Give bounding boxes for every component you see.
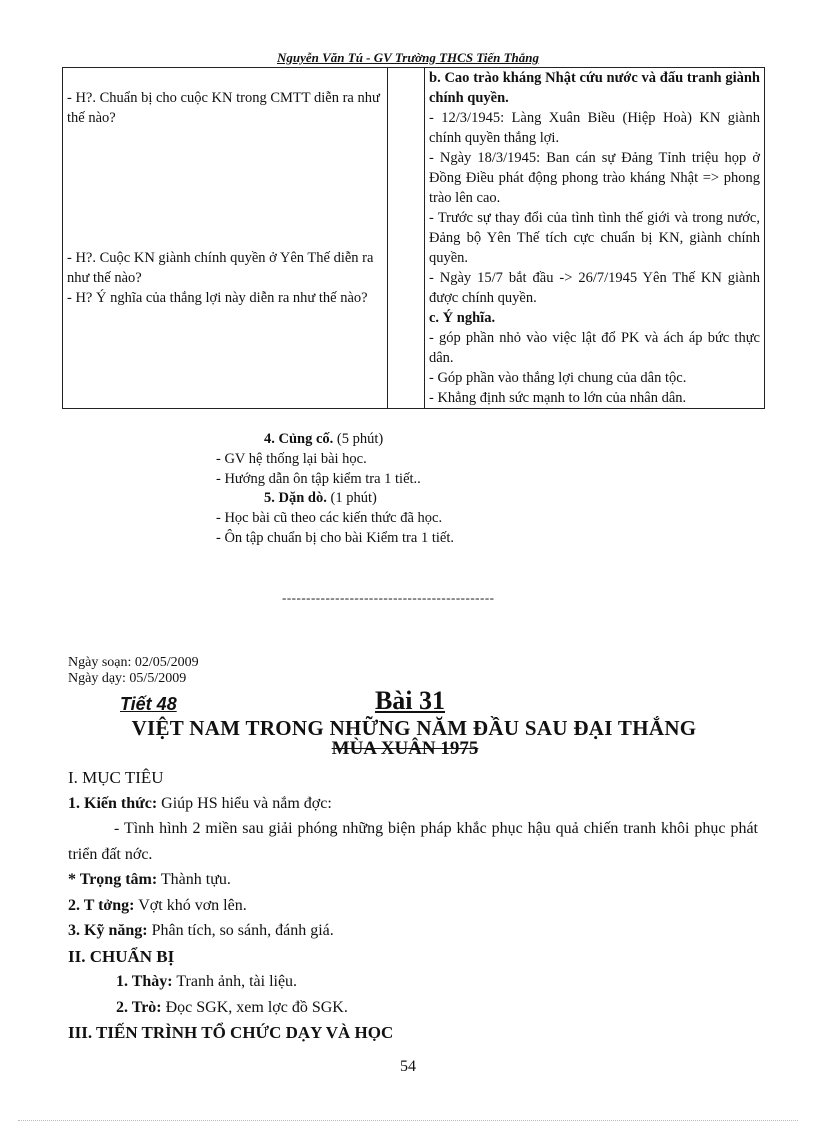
b-item: - 12/3/1945: Làng Xuân Biều (Hiệp Hoà) KN giành chính quyền thắng lợi.: [429, 110, 760, 146]
student-text: Đọc SGK, xem lợc đồ SGK.: [165, 998, 348, 1016]
teacher-line: [68, 969, 758, 995]
lesson-title-line2: MÙA XUÂN 1975: [331, 738, 479, 759]
thought-line: [68, 893, 758, 919]
section2-heading: II. CHUẨN BỊ: [68, 946, 175, 966]
consolidate-item: - GV hệ thống lại bài học.: [216, 450, 367, 467]
separator: --------------------------------------------: [282, 590, 495, 605]
homework-time: (1 phút): [330, 490, 377, 507]
c-item: - góp phần nhỏ vào việc lật đổ PK và ách áp bức thực dân.: [429, 330, 760, 366]
teacher-text: Tranh ảnh, tài liệu.: [176, 973, 298, 990]
prep-date: Ngày soạn: 02/05/2009: [68, 655, 199, 670]
skill-text: Phân tích, so sánh, đánh giá.: [151, 922, 334, 939]
student-line: [68, 995, 758, 1021]
focus-text: Thành tựu.: [160, 871, 231, 888]
homework-title: Dặn dò.: [278, 490, 327, 507]
footer-rule: [18, 1120, 798, 1121]
lesson-number: Bài 31: [374, 686, 446, 715]
lesson-body: [68, 765, 758, 1046]
heading-c: c. Ý nghĩa.: [429, 310, 496, 326]
thought-text: Vợt khó vơn lên.: [138, 896, 247, 914]
content-column: [425, 68, 765, 409]
consolidate-time: (5 phút): [336, 431, 384, 447]
divider-column: [388, 68, 425, 409]
question-3: - H? Ý nghĩa của thắng lợi này diễn ra như thế nào?: [67, 290, 368, 306]
b-item: - Trước sự thay đổi của tình tình thế giới và trong nước, Đảng bộ Yên Thế tích cực chuẩn bị KN, giành chính quyền.: [429, 210, 760, 266]
b-item: - Ngày 18/3/1945: Ban cán sự Đảng Tỉnh triệu họp ở Đồng Điều phát động phong trào kháng Nhật => phong trào lên cao.: [429, 150, 760, 206]
homework-item: - Học bài cũ theo các kiến thức đã học.: [216, 510, 443, 527]
teacher-label: 1. Thày:: [116, 973, 173, 990]
heading-b: b. Cao trào kháng Nhật cứu nước và đấu tranh giành chính quyền.: [429, 70, 760, 106]
question-2: - H?. Cuộc KN giành chính quyền ở Yên Thế diễn ra như thế nào?: [67, 250, 374, 286]
consolidate-item: - Hướng dẫn ôn tập kiểm tra 1 tiết..: [216, 470, 421, 487]
period-label: Tiết 48: [120, 694, 177, 714]
thought-label: 2. T tởng:: [68, 896, 135, 914]
b-item: - Ngày 15/7 bắt đầu -> 26/7/1945 Yên Thế KN giành được chính quyền.: [429, 270, 760, 306]
knowledge-text: Giúp HS hiểu và nắm đợc:: [161, 794, 332, 812]
c-item: - Góp phần vào thắng lợi chung của dân tộc.: [429, 370, 687, 386]
homework-heading: [216, 489, 454, 509]
focus-label: * Trọng tâm:: [68, 871, 158, 888]
consolidate-num: 4.: [264, 431, 275, 447]
section1-heading: I. MỤC TIÊU: [68, 768, 164, 787]
c-item: - Khẳng định sức mạnh to lớn của nhân dân.: [429, 390, 687, 406]
knowledge-detail: - Tình hình 2 miền sau giải phóng những biện pháp khắc phục hậu quả chiến tranh khôi phục phát triển đất nớc.: [68, 820, 758, 863]
skill-label: 3. Kỹ năng:: [68, 922, 148, 939]
lesson-title-line1: VIỆT NAM TRONG NHỮNG NĂM ĐẦU SAU ĐẠI THẮNG: [131, 716, 697, 740]
homework-num: 5.: [264, 490, 275, 507]
student-label: 2. Trò:: [116, 998, 162, 1016]
page-number: 54: [400, 1058, 416, 1075]
page-header: Nguyễn Văn Tú - GV Trường THCS Tiến Thắng: [276, 50, 540, 65]
consolidate-title: Củng cố.: [278, 431, 334, 447]
section3-heading: III. TIẾN TRÌNH TỔ CHỨC DẠY VÀ HỌC: [68, 1023, 394, 1042]
homework-item: - Ôn tập chuẩn bị cho bài Kiểm tra 1 tiết.: [216, 529, 454, 546]
question-1: - H?. Chuẩn bị cho cuộc KN trong CMTT diễn ra như thế nào?: [67, 90, 380, 126]
lesson-table: [62, 67, 765, 409]
knowledge-line: [68, 791, 758, 817]
knowledge-label: 1. Kiến thức:: [68, 794, 158, 812]
focus-line: [68, 867, 758, 893]
consolidate-homework-block: [216, 430, 454, 549]
questions-column: [63, 68, 388, 409]
dates-block: [68, 655, 199, 687]
teach-date: Ngày dạy: 05/5/2009: [68, 671, 187, 686]
consolidate-heading: [216, 430, 454, 450]
skill-line: [68, 918, 758, 944]
